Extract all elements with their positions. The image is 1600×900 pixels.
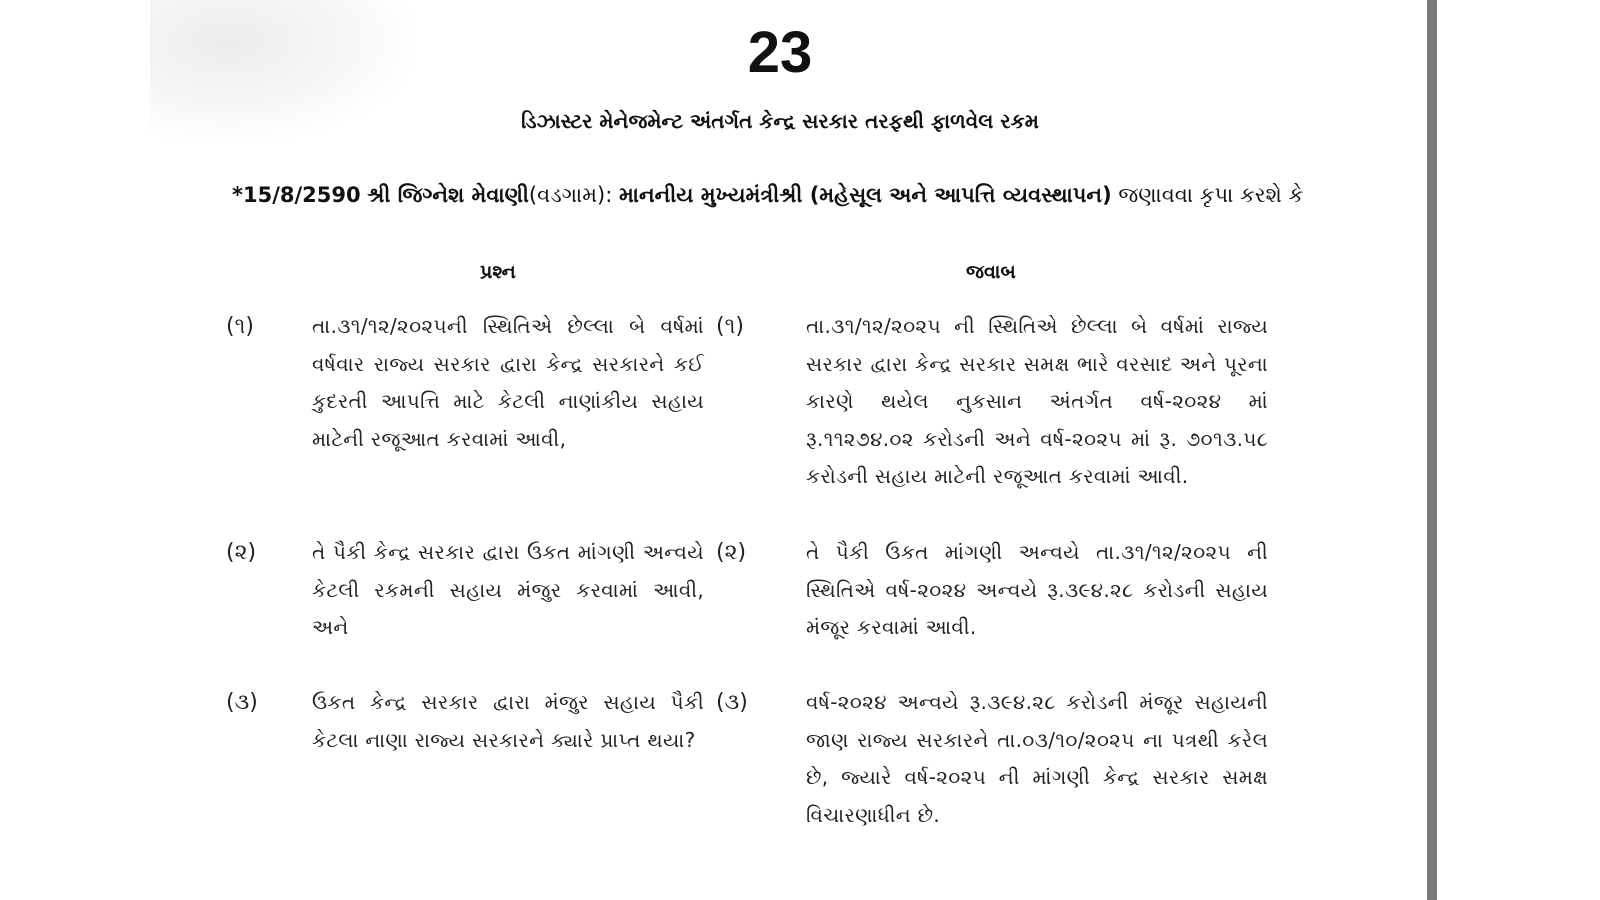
question-intro <box>232 178 1432 212</box>
answer-number: (૨) <box>716 540 747 565</box>
question-number: (૨) <box>226 540 257 565</box>
question-text: ઉકત કેન્દ્ર સરકાર દ્વારા મંજુર સહાય પૈકી કેટલા નાણા રાજ્ય સરકારને ક્યારે પ્રાપ્ત થયા? <box>312 690 704 752</box>
answer-text: વર્ષ-૨૦૨૪ અન્વયે રૂ.૩૯૪.૨૮ કરોડની મંજૂર સહાયની જાણ રાજ્ય સરકારને તા.૦૩/૧૦/૨૦૨૫ ના પત્રથી કરેલ છે, જ્યારે વર્ષ-૨૦૨૫ ની માંગણી કેન્દ્ર સરકાર સમક્ષ વિચારણાધીન છે. <box>806 690 1268 827</box>
minister-title: માનનીય મુખ્યમંત્રીશ્રી (મહેસૂલ અને આપત્તિ વ્યવસ્થાપન) <box>618 183 1112 207</box>
question-number: (૩) <box>226 690 258 715</box>
answer-text: તા.૩૧/૧૨/૨૦૨૫ ની સ્થિતિએ છેલ્લા બે વર્ષમાં રાજ્ય સરકાર દ્વારા કેન્દ્ર સરકાર સમક્ષ ભારે વરસાદ અને પૂરના કારણે થયેલ નુકસાન અંતર્ગત વર્ષ-૨૦૨૪ માં રૂ.૧૧૨૭૪.૦૨ કરોડની અને વર્ષ-૨૦૨૫ માં રૂ. ૭૦૧૩.૫૮ કરોડની સહાય માટેની રજૂઆત કરવામાં આવી. <box>806 314 1268 488</box>
answer-number: (૧) <box>716 314 744 339</box>
question-text: તા.૩૧/૧૨/૨૦૨૫ની સ્થિતિએ છેલ્લા બે વર્ષમાં વર્ષવાર રાજ્ય સરકાર દ્વારા કેન્દ્ર સરકારને કઈ કુદરતી આપત્તિ માટે કેટલી નાણાંકીય સહાય માટેની રજૂઆત કરવામાં આવી, <box>312 314 704 451</box>
answer-column-header: જવાબ <box>966 261 1016 283</box>
member-name: શ્રી જિગ્નેશ મેવાણી <box>367 183 529 207</box>
answer-number: (૩) <box>716 690 748 715</box>
question-text: તે પૈકી કેન્દ્ર સરકાર દ્વારા ઉકત માંગણી અન્વયે કેટલી રકમની સહાય મંજુર કરવામાં આવી, અને <box>312 540 704 639</box>
answer-text: તે પૈકી ઉકત માંગણી અન્વયે તા.૩૧/૧૨/૨૦૨૫ ની સ્થિતિએ વર્ષ-૨૦૨૪ અન્વયે રૂ.૩૯૪.૨૮ કરોડની સહાય મંજૂર કરવામાં આવી. <box>806 540 1268 639</box>
constituency: (વડગામ): <box>528 183 613 207</box>
question-number: (૧) <box>226 314 254 339</box>
request-text: જણાવવા કૃપા કરશે કે <box>1118 183 1304 207</box>
page-title: ડિઝાસ્ટર મેનેજમેન્ટ અંતર્ગત કેન્દ્ર સરકાર તરફથી ફાળવેલ રકમ <box>521 109 1039 133</box>
question-id: *15/8/2590 <box>232 183 361 207</box>
page-number: 23 <box>747 20 813 85</box>
question-column-header: પ્રશ્ન <box>480 261 516 283</box>
